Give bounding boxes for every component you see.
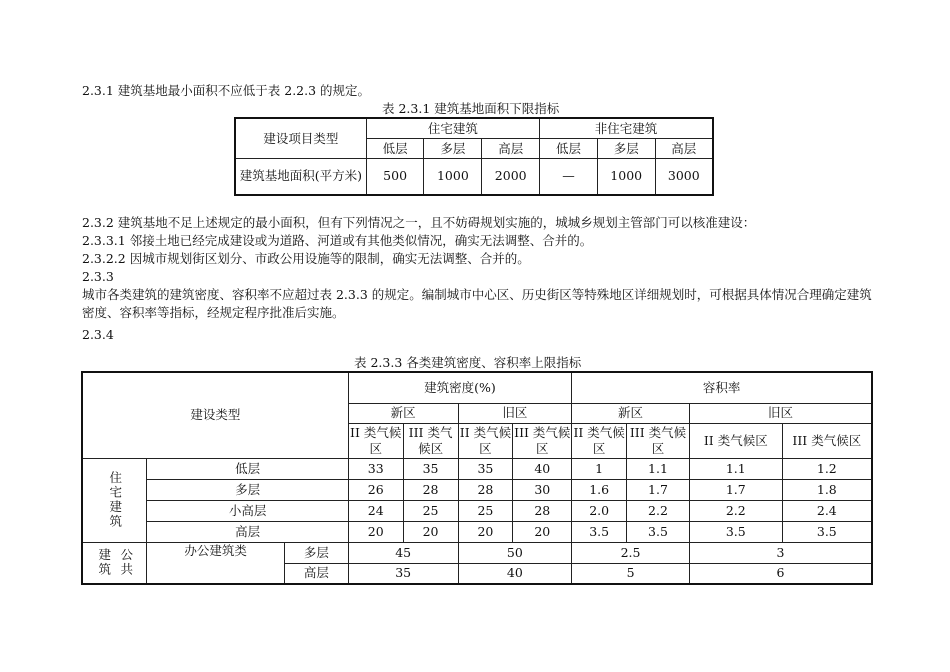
t2-cell: 2.0 (572, 500, 627, 521)
t1-sub: 多层 (597, 139, 655, 159)
t2-cell: 35 (348, 563, 458, 584)
t2-cell: 5 (572, 563, 690, 584)
t2-cell: 25 (458, 500, 513, 521)
t2-zone: II 类气候区 (689, 423, 782, 458)
t1-sub: 高层 (655, 139, 713, 159)
t2-cell: 28 (403, 479, 458, 500)
t2-far-new: 新区 (572, 403, 690, 423)
section-2-3-3-text: 城市各类建筑的建筑密度、容积率不应超过表 2.3.3 的规定。编制城市中心区、历史街区等特殊地区详细规划时，可根据具体情况合理确定建筑密度、容积率等指标，经规定程序批准后实施。 (82, 287, 872, 320)
t1-project-type: 建设项目类型 (235, 118, 366, 159)
t2-cell: 1.7 (627, 479, 690, 500)
t2-cell: 2.5 (572, 542, 690, 563)
t2-cell: 3.5 (689, 521, 782, 542)
t2-row-label: 多层 (284, 542, 348, 563)
t2-density-old: 旧区 (458, 403, 572, 423)
t2-cell: 3.5 (572, 521, 627, 542)
t2-cell: 20 (513, 521, 572, 542)
t1-cell: 1000 (597, 159, 655, 195)
t1-cell: 3000 (655, 159, 713, 195)
t2-cell: 1.1 (627, 458, 690, 479)
t2-row-label: 小高层 (147, 500, 348, 521)
t1-cell: 1000 (424, 159, 482, 195)
table1-caption: 表 2.3.1 建筑基地面积下限指标 (382, 101, 560, 116)
t2-cell: 1.6 (572, 479, 627, 500)
section-2-3-4-number: 2.3.4 (82, 327, 114, 342)
t2-zone: III 类气候区 (782, 423, 872, 458)
t2-public-label (82, 542, 147, 584)
t2-cell: 28 (513, 500, 572, 521)
t2-row-label: 高层 (147, 521, 348, 542)
t2-cell: 20 (348, 521, 403, 542)
t1-cell: 500 (366, 159, 424, 195)
t2-cell: 1.2 (782, 458, 872, 479)
section-2-3-3-number: 2.3.3 (82, 269, 114, 284)
t1-sub: 高层 (482, 139, 540, 159)
t2-cell: 45 (348, 542, 458, 563)
t2-cell: 6 (689, 563, 872, 584)
t1-sub: 多层 (424, 139, 482, 159)
t1-cell: 2000 (482, 159, 540, 195)
t2-cell: 2.2 (689, 500, 782, 521)
t2-density-new: 新区 (348, 403, 458, 423)
t2-far-old: 旧区 (689, 403, 872, 423)
t2-cell: 3.5 (627, 521, 690, 542)
t2-public-label-2: 建筑 (96, 548, 112, 578)
section-2-3-2-2: 2.3.2.2 因城市规划街区划分、市政公用设施等的限制，确实无法调整、合并的。 (82, 251, 530, 266)
t2-cell: 1.1 (689, 458, 782, 479)
t2-cell: 40 (513, 458, 572, 479)
t2-cell: 40 (458, 563, 572, 584)
t2-density: 建筑密度(%) (348, 372, 571, 403)
t2-zone: II 类气候区 (572, 423, 627, 458)
t2-cell: 2.2 (627, 500, 690, 521)
t2-zone: III 类气候区 (627, 423, 690, 458)
t2-cell: 24 (348, 500, 403, 521)
t2-cell: 2.4 (782, 500, 872, 521)
t2-build-type: 建设类型 (82, 372, 348, 458)
t1-sub: 低层 (540, 139, 598, 159)
t2-cell: 1.7 (689, 479, 782, 500)
t2-zone: II 类气候区 (348, 423, 403, 458)
table-land-area (234, 117, 714, 196)
t1-non-residential: 非住宅建筑 (540, 118, 713, 139)
t2-residential-label: 住宅建筑 (82, 458, 147, 542)
t2-office-label: 办公建筑类 (147, 542, 285, 584)
t1-residential: 住宅建筑 (366, 118, 539, 139)
section-2-3-2: 2.3.2 建筑基地不足上述规定的最小面积，但有下列情况之一，且不妨碍规划实施的，城城乡规划主管部门可以核准建设： (82, 215, 756, 230)
t2-cell: 1 (572, 458, 627, 479)
t1-row-label: 建筑基地面积(平方米) (235, 159, 366, 195)
t2-cell: 3.5 (782, 521, 872, 542)
t2-zone: III 类气候区 (513, 423, 572, 458)
t2-cell: 20 (458, 521, 513, 542)
t2-row-label: 高层 (284, 563, 348, 584)
section-2-3-2-1: 2.3.3.1 邻接土地已经完成建设或为道路、河道或有其他类似情况，确实无法调整、合并的。 (82, 233, 593, 248)
t2-row-label: 多层 (147, 479, 348, 500)
t2-cell: 33 (348, 458, 403, 479)
table-density-far (81, 371, 873, 585)
t2-zone: III 类气候区 (403, 423, 458, 458)
t2-row-label: 低层 (147, 458, 348, 479)
t1-cell: — (540, 159, 598, 195)
t2-far: 容积率 (572, 372, 872, 403)
t2-cell: 25 (403, 500, 458, 521)
t2-cell: 35 (458, 458, 513, 479)
table2-caption: 表 2.3.3 各类建筑密度、容积率上限指标 (354, 355, 582, 370)
section-2-3-1: 2.3.1 建筑基地最小面积不应低于表 2.2.3 的规定。 (82, 83, 371, 98)
t2-zone: II 类气候区 (458, 423, 513, 458)
t2-cell: 1.8 (782, 479, 872, 500)
t2-cell: 28 (458, 479, 513, 500)
t2-cell: 20 (403, 521, 458, 542)
t2-public-label-1: 公共 (118, 548, 134, 578)
t2-cell: 35 (403, 458, 458, 479)
t2-cell: 26 (348, 479, 403, 500)
t2-cell: 3 (689, 542, 872, 563)
t2-cell: 30 (513, 479, 572, 500)
t2-cell: 50 (458, 542, 572, 563)
t1-sub: 低层 (366, 139, 424, 159)
